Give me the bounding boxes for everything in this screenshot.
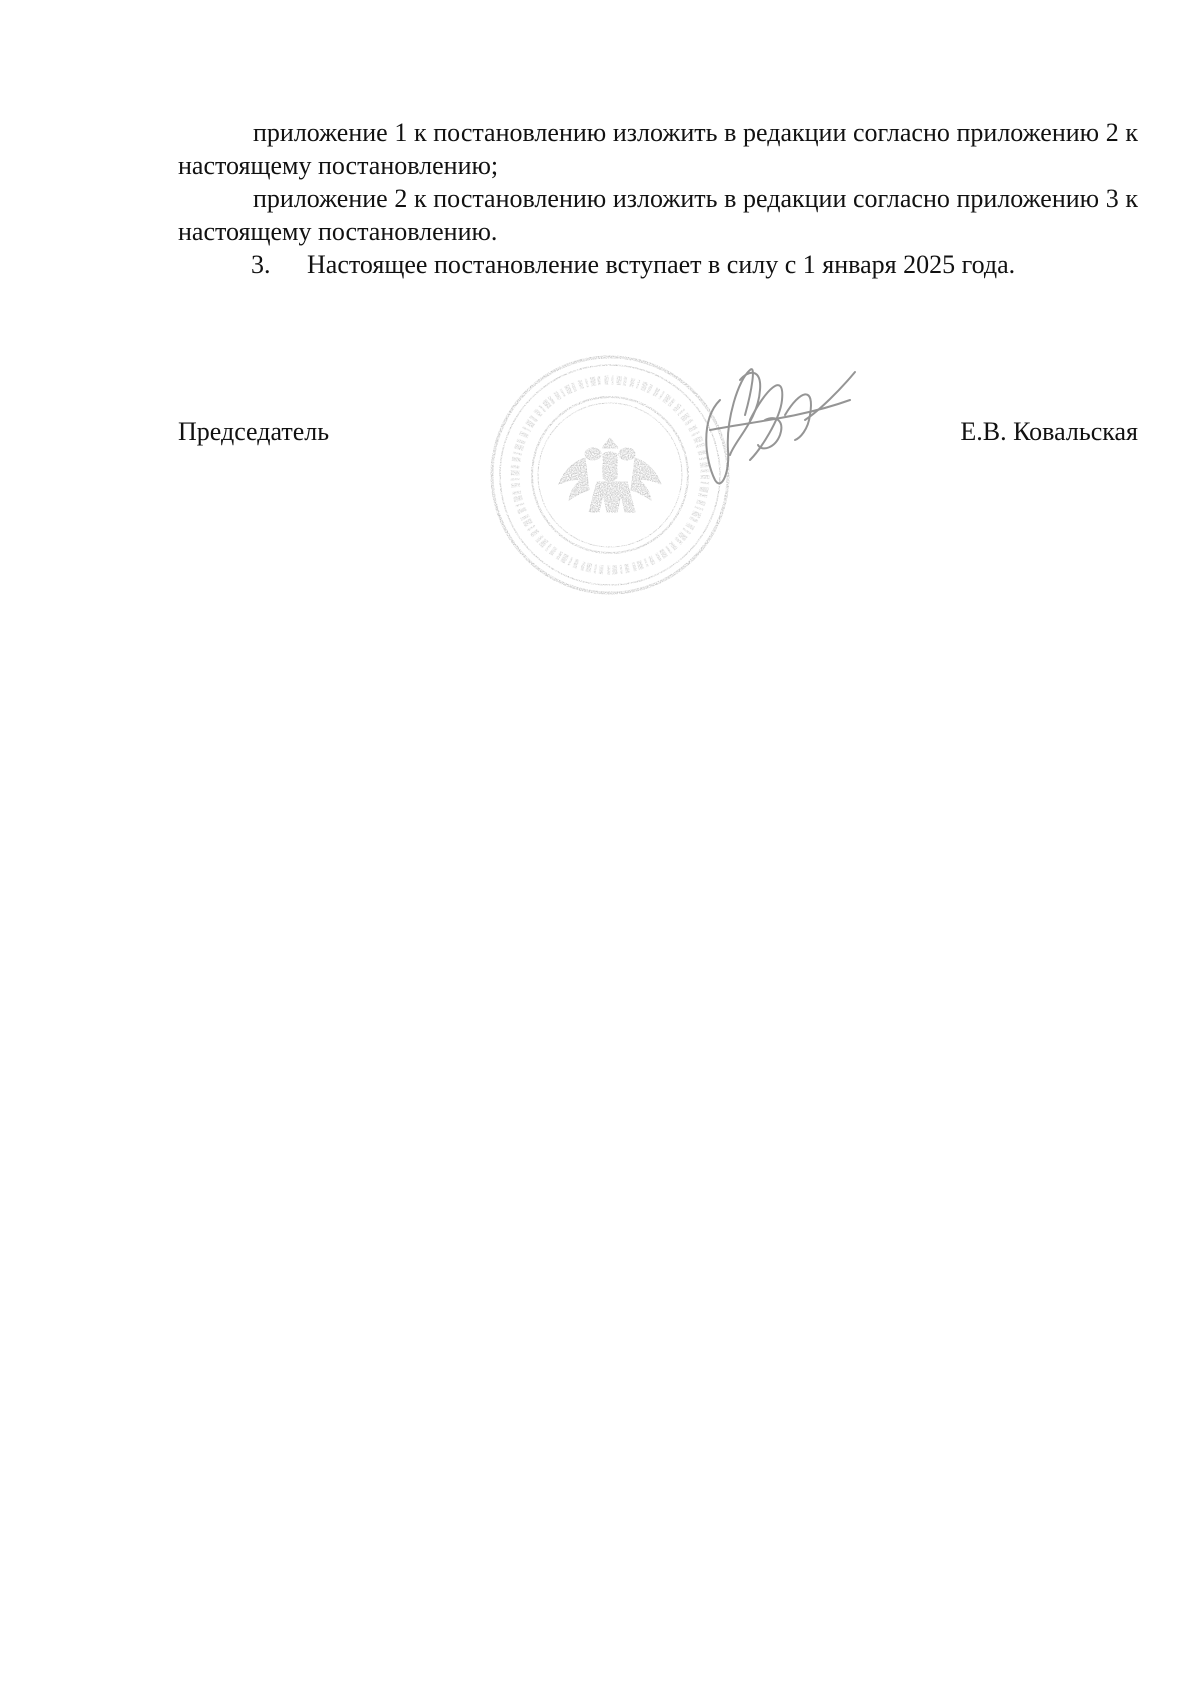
paragraph-item-3 [178, 248, 1138, 281]
paragraph-appendix-2: приложение 2 к постановлению изложить в редакции согласно приложению 3 к настоящему постановлению. [178, 184, 1138, 246]
document-body [178, 116, 1138, 281]
signature-block [178, 415, 1138, 455]
item-number: 3. [251, 250, 271, 279]
paragraph-appendix-1: приложение 1 к постановлению изложить в редакции согласно приложению 2 к настоящему постановлению; [178, 118, 1138, 180]
signer-position: Председатель [178, 417, 330, 446]
signer-name: Е.В. Ковальская [960, 417, 1138, 446]
item-text: Настоящее постановление вступает в силу с 1 января 2025 года. [307, 250, 1016, 279]
